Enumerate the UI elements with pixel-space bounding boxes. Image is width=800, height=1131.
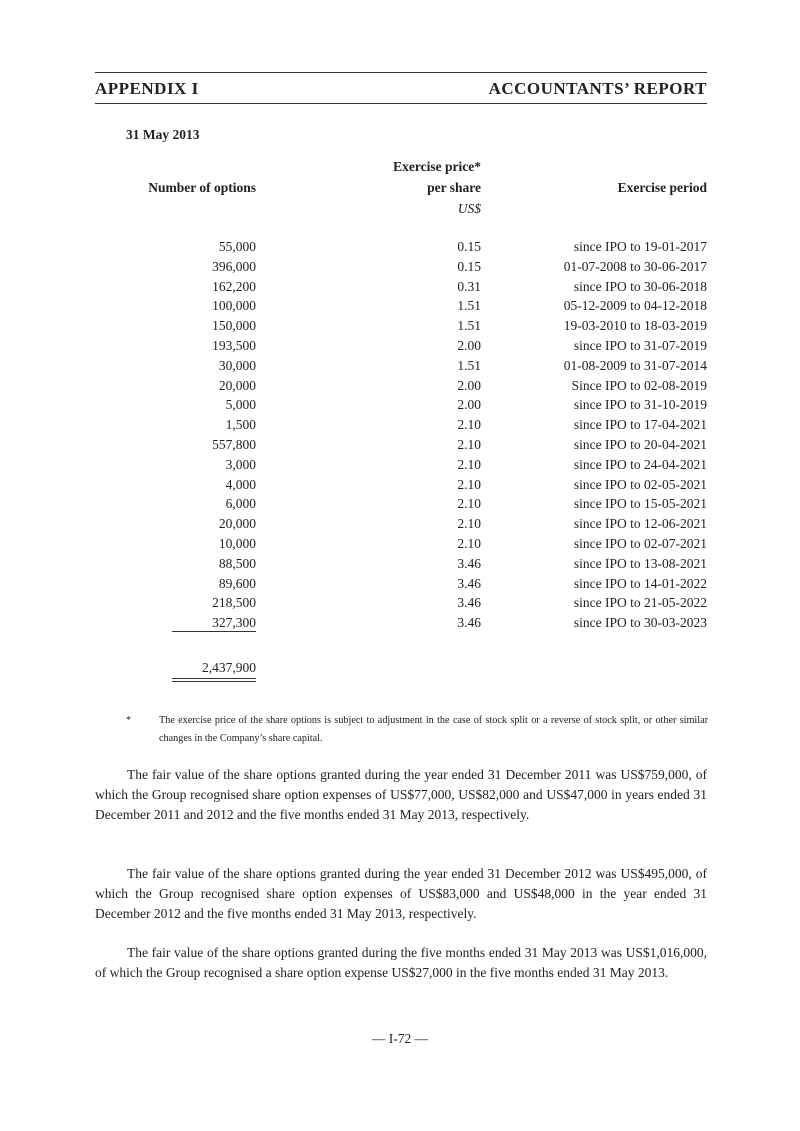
exercise-price-cell: 2.10: [457, 417, 481, 433]
exercise-period-cell: 05-12-2009 to 04-12-2018: [563, 298, 707, 314]
header-number-of-options: Number of options: [148, 180, 256, 195]
appendix-title: APPENDIX I: [95, 79, 199, 98]
exercise-period-cell: since IPO to 12-06-2021: [573, 516, 707, 532]
exercise-price-cell: 1.51: [457, 298, 481, 314]
table-row: [0, 554, 800, 574]
exercise-price-cell: 1.51: [457, 357, 481, 373]
exercise-price-cell: 0.15: [457, 239, 481, 254]
table-row: [0, 237, 800, 257]
exercise-period-cell: since IPO to 19-01-2017: [573, 239, 707, 254]
number-of-options-cell: 20,000: [218, 377, 256, 393]
exercise-price-cell: 3.46: [457, 575, 481, 591]
paragraph-2013: The fair value of the share options granted during the five months ended 31 May 2013 was US$1,016,000, of which the Group recognised a share option expense US$27,000 in the five months ended 31 May 2013.: [95, 945, 707, 980]
exercise-period-cell: since IPO to 17-04-2021: [573, 417, 707, 433]
section-date-heading: 31 May 2013: [126, 127, 200, 142]
number-of-options-cell: 162,200: [212, 278, 256, 294]
header-exercise-price: Exercise price*: [393, 159, 481, 174]
exercise-period-cell: since IPO to 31-07-2019: [573, 337, 707, 353]
exercise-price-cell: 2.00: [457, 337, 481, 353]
exercise-period-cell: since IPO to 24-04-2021: [573, 456, 707, 472]
exercise-price-cell: 2.00: [457, 377, 481, 393]
table-row: [0, 494, 800, 514]
table-row: [0, 455, 800, 475]
exercise-period-cell: Since IPO to 02-08-2019: [571, 377, 707, 393]
exercise-price-cell: 1.51: [457, 318, 481, 334]
exercise-period-cell: since IPO to 30-06-2018: [573, 278, 707, 294]
options-table-body: [0, 237, 800, 633]
footnote-mark: *: [126, 715, 132, 726]
exercise-price-cell: 2.10: [457, 496, 481, 512]
number-of-options-cell: 10,000: [218, 535, 256, 551]
header-exercise-period: Exercise period: [617, 180, 707, 195]
number-of-options-cell: 3,000: [225, 456, 256, 472]
paragraph-2012: The fair value of the share options granted during the year ended 31 December 2012 was US$495,000, of which the Group recognised share option expenses of US$83,000 and US$48,000 in the year ended 31 December 2012 and the five months ended 31 May 2013, respectively.: [95, 866, 707, 921]
table-row: [0, 613, 800, 633]
report-title: ACCOUNTANTS’ REPORT: [488, 79, 707, 98]
number-of-options-cell: 327,300: [212, 615, 256, 631]
exercise-price-cell: 2.00: [457, 397, 481, 413]
total-double-rule: [172, 678, 256, 682]
number-of-options-cell: 20,000: [218, 516, 256, 532]
exercise-price-cell: 2.10: [457, 516, 481, 532]
exercise-period-cell: since IPO to 02-05-2021: [573, 476, 707, 492]
exercise-period-cell: since IPO to 31-10-2019: [573, 397, 707, 413]
table-row: [0, 593, 800, 613]
table-row: [0, 435, 800, 455]
exercise-period-cell: 01-07-2008 to 30-06-2017: [563, 258, 707, 274]
number-of-options-cell: 396,000: [212, 258, 256, 274]
number-of-options-cell: 55,000: [218, 239, 256, 254]
table-row: [0, 534, 800, 554]
number-of-options-cell: 150,000: [212, 318, 256, 334]
table-row: [0, 415, 800, 435]
exercise-period-cell: since IPO to 13-08-2021: [573, 555, 707, 571]
exercise-price-cell: 2.10: [457, 535, 481, 551]
table-row: [0, 376, 800, 396]
table-row: [0, 296, 800, 316]
exercise-period-cell: 01-08-2009 to 31-07-2014: [563, 357, 707, 373]
table-row: [0, 475, 800, 495]
number-of-options-cell: 89,600: [218, 575, 256, 591]
number-of-options-cell: 30,000: [218, 357, 256, 373]
number-of-options-cell: 1,500: [225, 417, 256, 433]
exercise-period-cell: since IPO to 20-04-2021: [573, 436, 707, 452]
table-row: [0, 277, 800, 297]
table-row: [0, 574, 800, 594]
exercise-period-cell: since IPO to 15-05-2021: [573, 496, 707, 512]
number-of-options-cell: 218,500: [212, 595, 256, 611]
number-of-options-cell: 4,000: [225, 476, 256, 492]
exercise-price-cell: 0.31: [457, 278, 481, 294]
exercise-price-cell: 3.46: [457, 555, 481, 571]
paragraph-2011: The fair value of the share options granted during the year ended 31 December 2011 was US$759,000, of which the Group recognised share option expenses of US$77,000, US$82,000 and US$47,000 in years ended 31 December 2011 and 2012 and the five months ended 31 May 2013, respectively.: [95, 767, 707, 822]
header-price-unit: US$: [457, 201, 481, 216]
total-options: 2,437,900: [202, 660, 256, 675]
exercise-period-cell: 19-03-2010 to 18-03-2019: [563, 318, 707, 334]
exercise-price-cell: 3.46: [457, 615, 481, 631]
footnote-text: The exercise price of the share options is subject to adjustment in the case of stock split or a reverse of stock split, or other similar changes in the Company’s share capital.: [159, 715, 708, 744]
number-of-options-cell: 5,000: [225, 397, 256, 413]
table-row: [0, 316, 800, 336]
exercise-period-cell: since IPO to 02-07-2021: [573, 535, 707, 551]
page-header: [95, 72, 707, 104]
exercise-price-cell: 2.10: [457, 476, 481, 492]
table-row: [0, 514, 800, 534]
exercise-price-cell: 2.10: [457, 436, 481, 452]
exercise-price-cell: 2.10: [457, 456, 481, 472]
number-of-options-cell: 88,500: [218, 555, 256, 571]
table-row: [0, 395, 800, 415]
page-number: — I-72 —: [371, 1031, 429, 1046]
number-of-options-cell: 557,800: [212, 436, 256, 452]
exercise-period-cell: since IPO to 30-03-2023: [573, 615, 707, 631]
exercise-period-cell: since IPO to 14-01-2022: [573, 575, 707, 591]
number-of-options-cell: 100,000: [212, 298, 256, 314]
exercise-price-cell: 3.46: [457, 595, 481, 611]
number-of-options-cell: 193,500: [212, 337, 256, 353]
table-row: [0, 257, 800, 277]
table-row: [0, 336, 800, 356]
exercise-period-cell: since IPO to 21-05-2022: [573, 595, 707, 611]
subtotal-rule: [172, 631, 256, 632]
header-per-share: per share: [427, 180, 481, 195]
exercise-price-cell: 0.15: [457, 258, 481, 274]
table-row: [0, 356, 800, 376]
number-of-options-cell: 6,000: [225, 496, 256, 512]
